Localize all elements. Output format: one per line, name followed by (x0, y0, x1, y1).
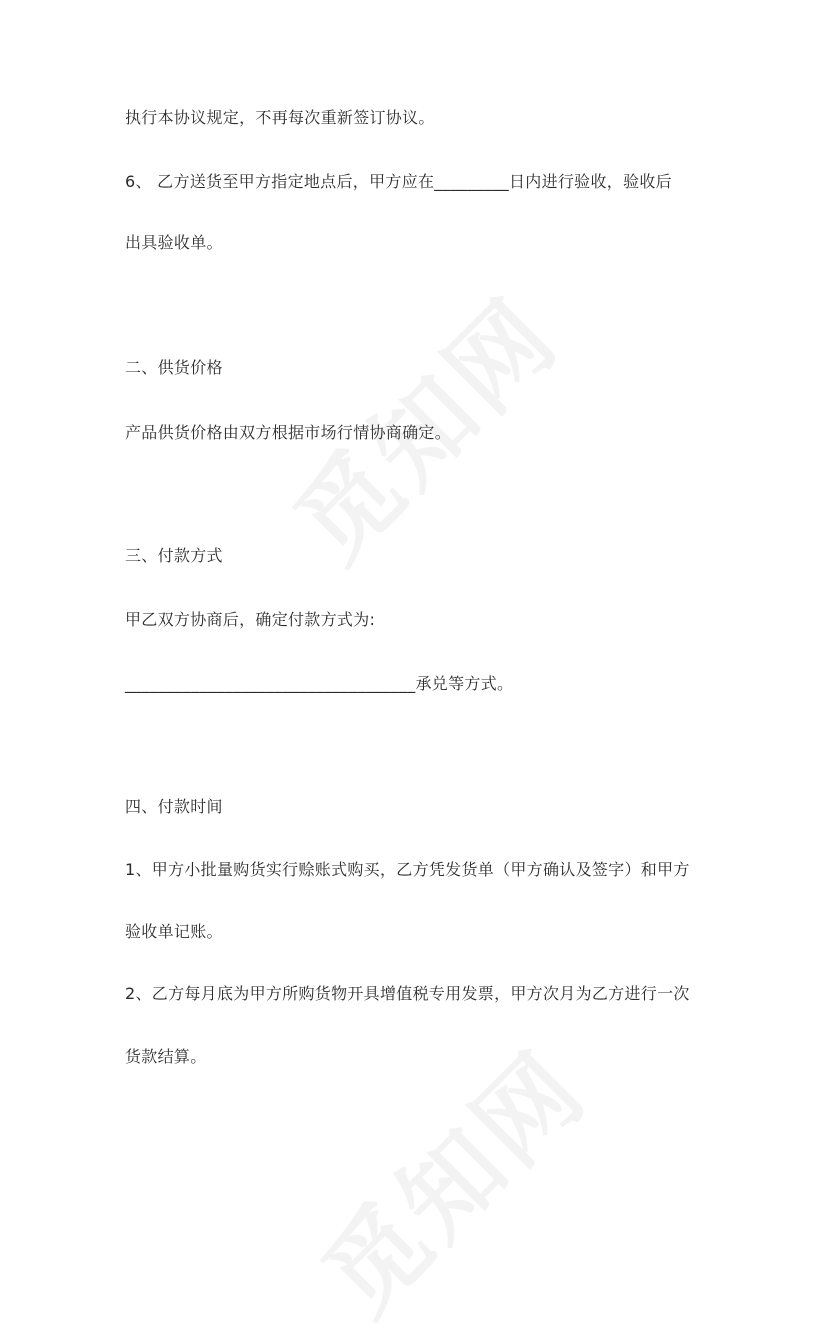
clause-1-line-2: 验收单记账。 (125, 922, 223, 941)
paragraph-pricing: 产品供货价格由双方根据市场行情协商确定。 (125, 423, 452, 442)
clause-1-line-1: 1、甲方小批量购货实行赊账式购买，乙方凭发货单（甲方确认及签字）和甲方 (125, 860, 690, 879)
clause-2-line-1: 2、乙方每月底为甲方所购货物开具增值税专用发票，甲方次月为乙方进行一次 (125, 984, 690, 1003)
section-heading-payment-method: 三、付款方式 (125, 546, 223, 565)
paragraph-payment-method: 甲乙双方协商后，确定付款方式为: (125, 610, 376, 629)
section-heading-payment-time: 四、付款时间 (125, 797, 223, 816)
clause-6-line-1: 6、 乙方送货至甲方指定地点后，甲方应在_________日内进行验收，验收后 (125, 172, 672, 191)
payment-method-blank-line: ___________________________________承兑等方式。 (125, 674, 514, 693)
clause-2-line-2: 货款结算。 (125, 1047, 207, 1066)
paragraph-line: 执行本协议规定，不再每次重新签订协议。 (125, 108, 435, 127)
clause-6-line-2: 出具验收单。 (125, 233, 223, 252)
section-heading-pricing: 二、供货价格 (125, 358, 223, 377)
watermark-partial (286, 1014, 613, 1340)
